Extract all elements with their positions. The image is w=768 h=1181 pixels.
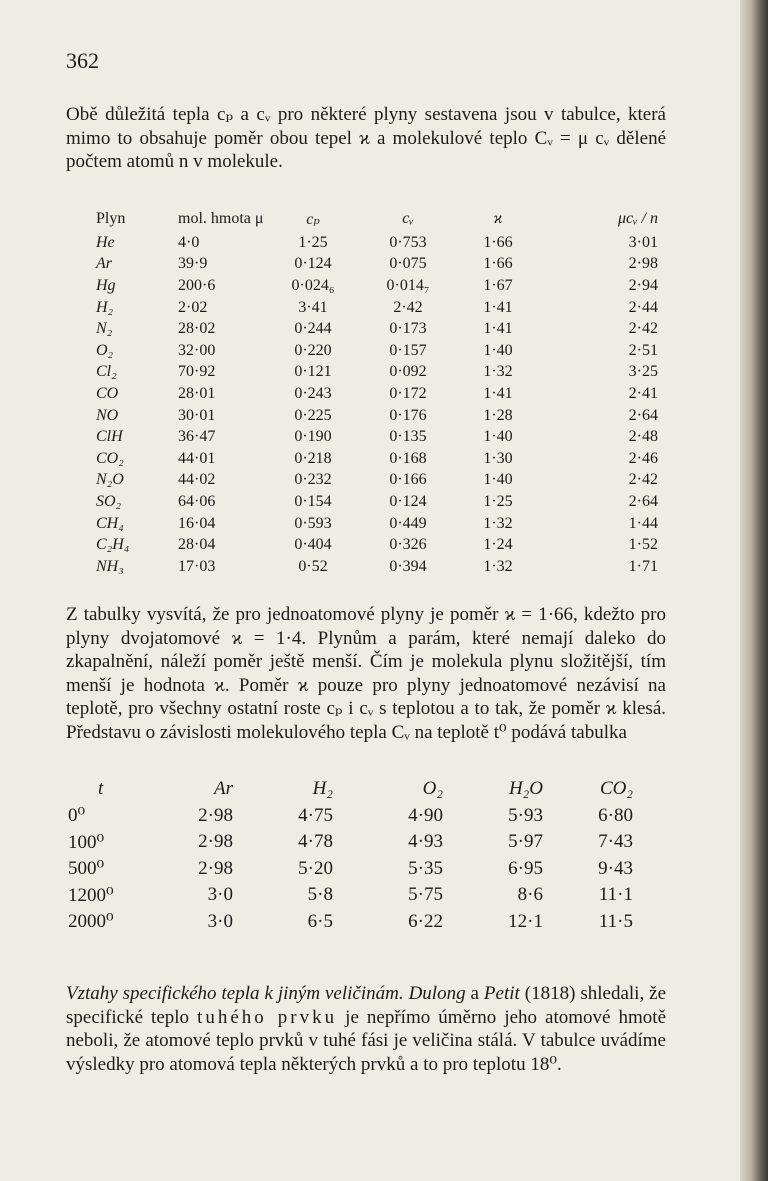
table-cell: 4·75 (298, 804, 333, 826)
analysis-paragraph (66, 603, 666, 744)
table-row (96, 491, 658, 513)
table-cell: 11·1 (598, 884, 633, 906)
table-cell: 4·93 (408, 831, 443, 853)
table-cell: He (96, 233, 115, 251)
table-cell: 0·092 (389, 363, 427, 381)
table-cell: 5·20 (298, 857, 333, 879)
table-cell: 70·92 (178, 363, 216, 381)
table-cell: 8·6 (517, 884, 543, 906)
table-cell: 6·22 (408, 910, 443, 932)
table-cell: 36·47 (178, 428, 216, 446)
table-cell: 32·00 (178, 341, 216, 359)
table-cell: NH₃ (96, 557, 124, 575)
table-cell: 44·02 (178, 471, 216, 489)
table-cell: 16·04 (178, 514, 216, 532)
table-cell: 7·43 (598, 831, 633, 853)
intro-text: Obě důležitá tepla cₚ a cᵥ pro některé plyny sestavena jsou v tabulce, která mimo to obsahuje poměr obou tepel ϰ a molekulové teplo Cᵥ = μ cᵥ dělené počtem atomů n v molekule. (66, 104, 666, 172)
table-row (96, 513, 658, 535)
table-row (96, 275, 658, 297)
table-cell: 1·28 (483, 406, 513, 424)
table-cell: 0⁰ (68, 805, 86, 827)
table-cell: N₂ (96, 320, 113, 338)
table-cell: 4·0 (178, 233, 200, 251)
table-cell: 1·32 (483, 514, 513, 532)
table-row (96, 297, 658, 319)
table-cell: 3·41 (298, 298, 328, 316)
table-cell: 100⁰ (68, 831, 105, 853)
table-cell: 17·03 (178, 557, 216, 575)
author-petit: Petit (483, 983, 520, 1004)
table-row (96, 448, 658, 470)
table-cell: 2·64 (628, 406, 658, 424)
header-o2: O₂ (422, 778, 443, 800)
table-cell: 0·225 (294, 406, 332, 424)
table-cell: 5·35 (408, 857, 443, 879)
table-cell: 0·243 (294, 384, 332, 402)
table-cell: 1·71 (628, 557, 658, 575)
table-cell: Ar (96, 255, 112, 273)
table-cell: 0·166 (389, 471, 427, 489)
table-row (68, 829, 633, 856)
author-dulong: Dulong (408, 983, 466, 1004)
table-cell: 28·01 (178, 384, 216, 402)
header-h2o: H₂O (508, 778, 543, 800)
table-cell: 0·176 (389, 406, 427, 424)
spaced-phrase: tuhého prvku (197, 1006, 338, 1028)
table-cell: 5·8 (307, 884, 333, 906)
table-cell: NO (96, 406, 119, 424)
table-cell: 0·190 (294, 428, 332, 446)
table-cell: CO₂ (96, 449, 124, 467)
table-cell: 2·42 (393, 298, 423, 316)
book-edge (740, 0, 768, 1181)
table-row (96, 340, 658, 362)
conjunction: a (470, 983, 479, 1004)
table-header-row (96, 206, 658, 232)
table-cell: Cl₂ (96, 363, 117, 381)
table-cell: 2·98 (628, 255, 658, 273)
table-cell: 0·121 (294, 363, 332, 381)
table-cell: 28·04 (178, 536, 216, 554)
section-text-a: (1818) shledali, že specifické teplo (66, 983, 667, 1028)
table-cell: 1·67 (483, 276, 513, 294)
table-cell: 4·78 (298, 831, 333, 853)
table-cell: 0·753 (389, 233, 427, 251)
section-paragraph (66, 982, 666, 1076)
table-cell: CO (96, 384, 119, 402)
table-row (96, 232, 658, 254)
table-cell: 1·41 (483, 384, 513, 402)
analysis-text: Z tabulky vysvítá, že pro jednoatomové plyny je poměr ϰ = 1·66, kdežto pro plyny dvojatomové ϰ = 1·4. Plynům a parám, které nemají daleko do zkapalnění, náleží poměr ještě menší. Čím je molekula plynu složitější, tím menší je hodnota ϰ. Poměr ϰ pouze pro plyny jednoatomové nezávisí na teplotě, pro všechny ostatní roste cₚ i cᵥ s teplotou a to tak, že poměr ϰ klesá. Představu o závislosti molekulového tepla Cᵥ na teplotě t⁰ podává tabulka (66, 604, 666, 743)
table-cell: Hg (96, 276, 116, 294)
table-cell: 1200⁰ (68, 884, 114, 906)
table-row (96, 362, 658, 384)
table-cell: 0·168 (389, 449, 427, 467)
table-cell: 0·326 (389, 536, 427, 554)
table-cell: 9·43 (598, 857, 633, 879)
table-cell: 6·95 (508, 857, 543, 879)
table-cell: CH₄ (96, 514, 124, 532)
table-cell: 1·44 (628, 514, 658, 532)
table-cell: 0·52 (298, 557, 328, 575)
table-cell: 0·172 (389, 384, 427, 402)
table-header-row (68, 776, 633, 803)
table-cell: 44·01 (178, 449, 216, 467)
table-cell: 3·0 (207, 910, 233, 932)
gas-heat-table (96, 206, 658, 578)
table-cell: 1·32 (483, 557, 513, 575)
table-cell: 2·98 (198, 857, 233, 879)
table-row (68, 803, 633, 830)
table-cell: 2·42 (628, 320, 658, 338)
table-row (96, 534, 658, 556)
table-cell: 0·593 (294, 514, 332, 532)
table-row (96, 405, 658, 427)
table-row (68, 882, 633, 909)
table-cell: SO₂ (96, 492, 122, 510)
section-text-b: je nepřímo úměrno jeho atomové hmotě neboli, že atomové teplo prvků v tuhé fási je veličina stálá. V tabulce uvádíme výsledky pro atomová tepla některých prvků a to pro teplotu 18⁰. (66, 1006, 666, 1075)
header-mol-mass: mol. hmota μ (178, 210, 264, 227)
table-cell: 2·98 (198, 804, 233, 826)
table-row (96, 318, 658, 340)
table-cell: 1·32 (483, 363, 513, 381)
table-cell: 0·173 (389, 320, 427, 338)
table-cell: 39·9 (178, 255, 208, 273)
table-cell: 1·24 (483, 536, 513, 554)
table-row (96, 254, 658, 276)
temperature-heat-table (68, 776, 633, 935)
table-cell: 0·024₆ (291, 276, 335, 294)
header-mucv-n: μcᵥ / n (617, 210, 658, 227)
table-row (68, 909, 633, 936)
table-cell: 500⁰ (68, 858, 105, 880)
table-cell: 0·154 (294, 492, 332, 510)
table-cell: 2·94 (628, 276, 658, 294)
table-cell: 12·1 (508, 910, 543, 932)
table-cell: 1·30 (483, 449, 513, 467)
header-kappa: ϰ (493, 210, 503, 227)
table-cell: 0·135 (389, 428, 427, 446)
table-cell: 1·66 (483, 255, 513, 273)
table-cell: ClH (96, 428, 123, 446)
table-row (96, 556, 658, 578)
table-cell: 0·014₇ (386, 276, 430, 294)
table-cell: 0·220 (294, 341, 332, 359)
page-number: 362 (66, 48, 99, 73)
table-cell: 0·157 (389, 341, 427, 359)
table-cell: 1·66 (483, 233, 513, 251)
table-cell: 3·01 (628, 233, 658, 251)
table-cell: 0·124 (389, 492, 427, 510)
table-cell: 1·40 (483, 428, 513, 446)
table-cell: 5·97 (508, 831, 543, 853)
table-cell: 28·02 (178, 320, 216, 338)
header-h2: H₂ (312, 778, 333, 800)
table-row (96, 470, 658, 492)
intro-paragraph (66, 103, 666, 174)
table-cell: 1·25 (298, 233, 328, 251)
section-title: Vztahy specifického tepla k jiným veličinám. (66, 983, 404, 1004)
table-cell: 2·46 (628, 449, 658, 467)
table-cell: 2·44 (628, 298, 658, 316)
table-cell: 64·06 (178, 492, 216, 510)
table-cell: 200·6 (178, 276, 216, 294)
table-cell: 0·124 (294, 255, 332, 273)
table-cell: 2·51 (628, 341, 658, 359)
table-cell: 2·64 (628, 492, 658, 510)
table-cell: 6·80 (598, 804, 633, 826)
table-cell: 1·41 (483, 298, 513, 316)
header-ar: Ar (214, 778, 233, 800)
table-cell: 1·25 (483, 492, 513, 510)
table-cell: N₂O (96, 471, 124, 489)
table-cell: 0·232 (294, 471, 332, 489)
header-cp: cₚ (306, 211, 320, 228)
table-cell: 0·244 (294, 320, 332, 338)
table-cell: 3·25 (628, 363, 658, 381)
table-cell: 2·42 (628, 471, 658, 489)
table-cell: 2·98 (198, 831, 233, 853)
table-cell: H₂ (96, 298, 114, 316)
table-cell: 11·5 (598, 910, 633, 932)
table-cell: O₂ (96, 341, 114, 359)
table-row (68, 856, 633, 883)
table-cell: 1·41 (483, 320, 513, 338)
header-t: t (98, 778, 104, 800)
header-cv: cᵥ (402, 210, 414, 227)
table-row (96, 383, 658, 405)
table-cell: 5·93 (508, 804, 543, 826)
table-cell: 2·41 (628, 384, 658, 402)
table-cell: 3·0 (207, 884, 233, 906)
header-co2: CO₂ (600, 778, 633, 800)
table-cell: 4·90 (408, 804, 443, 826)
table-cell: C₂H₄ (96, 536, 130, 554)
table-cell: 0·394 (389, 557, 427, 575)
table-row (96, 426, 658, 448)
table-cell: 1·40 (483, 341, 513, 359)
table-cell: 2000⁰ (68, 911, 114, 933)
table-cell: 0·449 (389, 514, 427, 532)
header-gas: Plyn (96, 210, 126, 227)
table-cell: 1·52 (628, 536, 658, 554)
table-cell: 2·48 (628, 428, 658, 446)
section-text (66, 982, 666, 1076)
table-cell: 0·075 (389, 255, 427, 273)
table-cell: 1·40 (483, 471, 513, 489)
table-cell: 5·75 (408, 884, 443, 906)
table-cell: 6·5 (307, 910, 333, 932)
table-cell: 30·01 (178, 406, 216, 424)
table-cell: 0·404 (294, 536, 332, 554)
table-cell: 2·02 (178, 298, 208, 316)
table-cell: 0·218 (294, 449, 332, 467)
